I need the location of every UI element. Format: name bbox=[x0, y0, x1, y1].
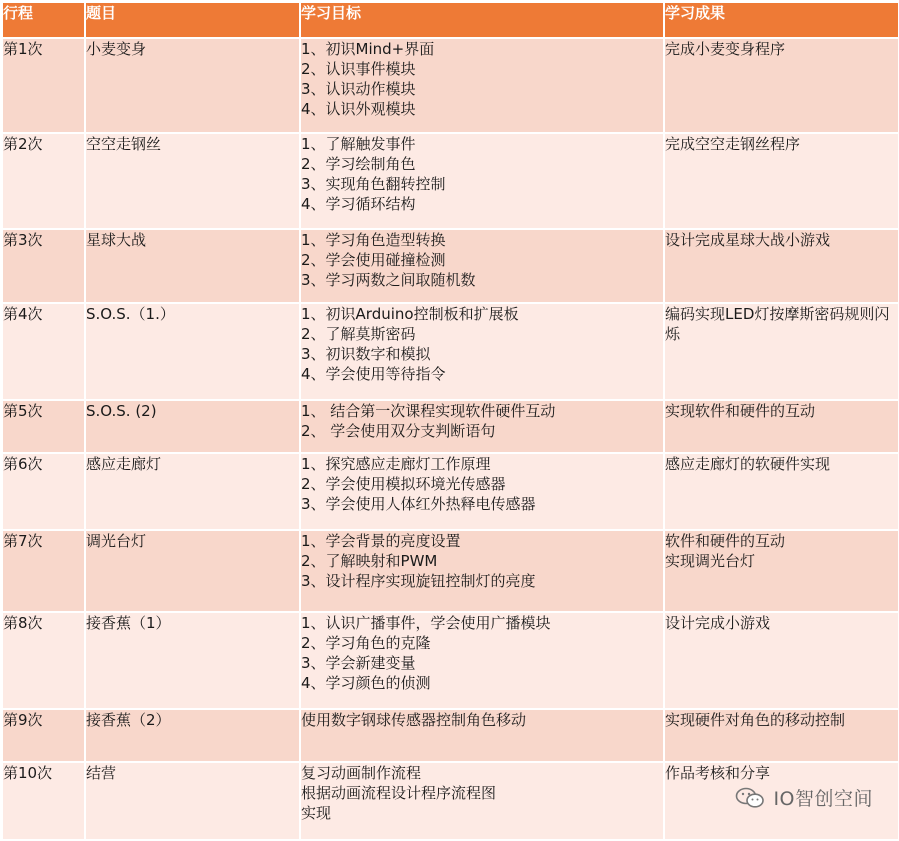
outcome-cell: 完成空空走钢丝程序 bbox=[664, 133, 899, 229]
goal-line: 2、了解莫斯密码 bbox=[301, 325, 416, 343]
session-cell: 第4次 bbox=[2, 303, 85, 400]
header-topic: 题目 bbox=[85, 2, 300, 38]
goal-line: 1、了解触发事件 bbox=[301, 135, 416, 153]
outcome-cell: 设计完成小游戏 bbox=[664, 612, 899, 709]
table-row bbox=[2, 709, 899, 762]
goal-line: 3、初识数字和模拟 bbox=[301, 345, 431, 363]
goal-line: 1、 结合第一次课程实现软件硬件互动 bbox=[301, 402, 556, 420]
goal-line: 3、学会新建变量 bbox=[301, 654, 416, 672]
header-goals: 学习目标 bbox=[300, 2, 664, 38]
topic-cell: S.O.S.（1.） bbox=[85, 303, 300, 400]
topic-cell: 结营 bbox=[85, 762, 300, 840]
goal-line: 4、学会使用等待指令 bbox=[301, 365, 446, 383]
topic-cell: 接香蕉（2） bbox=[85, 709, 300, 762]
session-cell: 第6次 bbox=[2, 453, 85, 530]
table-row bbox=[2, 400, 899, 453]
topic-cell: S.O.S. (2) bbox=[85, 400, 300, 453]
session-cell: 第10次 bbox=[2, 762, 85, 840]
table-row bbox=[2, 303, 899, 400]
goals-cell bbox=[300, 400, 664, 453]
topic-cell: 接香蕉（1） bbox=[85, 612, 300, 709]
header-session: 行程 bbox=[2, 2, 85, 38]
session-cell: 第7次 bbox=[2, 530, 85, 612]
topic-cell: 调光台灯 bbox=[85, 530, 300, 612]
goal-line: 3、学会使用人体红外热释电传感器 bbox=[301, 495, 536, 513]
table-header-row bbox=[2, 2, 899, 38]
table-body bbox=[2, 38, 899, 840]
topic-cell: 星球大战 bbox=[85, 229, 300, 303]
goals-cell bbox=[300, 38, 664, 133]
table-row bbox=[2, 229, 899, 303]
goals-cell bbox=[300, 709, 664, 762]
topic-cell: 小麦变身 bbox=[85, 38, 300, 133]
outcome-cell: 感应走廊灯的软硬件实现 bbox=[664, 453, 899, 530]
outcome-cell: 编码实现LED灯按摩斯密码规则闪烁 bbox=[664, 303, 899, 400]
table-row bbox=[2, 133, 899, 229]
goals-cell bbox=[300, 530, 664, 612]
goal-line: 2、认识事件模块 bbox=[301, 60, 416, 78]
outcome-cell: 软件和硬件的互动 实现调光台灯 bbox=[664, 530, 899, 612]
goal-line: 1、学会背景的亮度设置 bbox=[301, 532, 461, 550]
session-cell: 第9次 bbox=[2, 709, 85, 762]
goal-line: 2、学会使用模拟环境光传感器 bbox=[301, 475, 506, 493]
goals-cell bbox=[300, 612, 664, 709]
goals-cell bbox=[300, 303, 664, 400]
goals-cell bbox=[300, 762, 664, 840]
goal-line: 3、学习两数之间取随机数 bbox=[301, 271, 476, 289]
goal-line: 3、设计程序实现旋钮控制灯的亮度 bbox=[301, 572, 536, 590]
goal-line: 2、 学会使用双分支判断语句 bbox=[301, 422, 496, 440]
outcome-cell: 实现硬件对角色的移动控制 bbox=[664, 709, 899, 762]
goal-line: 4、学习颜色的侦测 bbox=[301, 674, 431, 692]
session-cell: 第5次 bbox=[2, 400, 85, 453]
goal-line: 根据动画流程设计程序流程图 bbox=[301, 784, 497, 802]
header-outcome: 学习成果 bbox=[664, 2, 899, 38]
goal-line: 4、认识外观模块 bbox=[301, 100, 416, 118]
session-cell: 第2次 bbox=[2, 133, 85, 229]
table-row bbox=[2, 38, 899, 133]
goals-cell bbox=[300, 133, 664, 229]
goal-line: 1、探究感应走廊灯工作原理 bbox=[301, 455, 491, 473]
outcome-cell: 完成小麦变身程序 bbox=[664, 38, 899, 133]
goal-line: 实现 bbox=[301, 804, 332, 822]
goal-line: 1、初识Mind+界面 bbox=[301, 40, 435, 58]
goal-line: 复习动画制作流程 bbox=[301, 764, 422, 782]
goal-line: 2、学习角色的克隆 bbox=[301, 634, 431, 652]
goal-line: 1、学习角色造型转换 bbox=[301, 231, 446, 249]
session-cell: 第8次 bbox=[2, 612, 85, 709]
goal-line: 使用数字钢球传感器控制角色移动 bbox=[301, 711, 527, 729]
session-cell: 第3次 bbox=[2, 229, 85, 303]
goal-line: 1、认识广播事件，学会使用广播模块 bbox=[301, 614, 551, 632]
goal-line: 2、学习绘制角色 bbox=[301, 155, 416, 173]
goal-line: 3、认识动作模块 bbox=[301, 80, 416, 98]
outcome-cell: 实现软件和硬件的互动 bbox=[664, 400, 899, 453]
goal-line: 3、实现角色翻转控制 bbox=[301, 175, 446, 193]
watermark bbox=[735, 784, 873, 811]
goal-line: 1、初识Arduino控制板和扩展板 bbox=[301, 305, 519, 323]
course-schedule-table bbox=[1, 1, 899, 841]
table-row bbox=[2, 453, 899, 530]
table-row bbox=[2, 612, 899, 709]
goal-line: 4、学习循环结构 bbox=[301, 195, 416, 213]
session-cell: 第1次 bbox=[2, 38, 85, 133]
table-row bbox=[2, 530, 899, 612]
goals-cell bbox=[300, 453, 664, 530]
topic-cell: 空空走钢丝 bbox=[85, 133, 300, 229]
wechat-icon bbox=[735, 787, 765, 809]
goal-line: 2、学会使用碰撞检测 bbox=[301, 251, 446, 269]
goals-cell bbox=[300, 229, 664, 303]
outcome-cell: 设计完成星球大战小游戏 bbox=[664, 229, 899, 303]
watermark-text: IO智创空间 bbox=[773, 788, 873, 810]
topic-cell: 感应走廊灯 bbox=[85, 453, 300, 530]
outcome-cell: 作品考核和分享 bbox=[664, 762, 899, 840]
goal-line: 2、了解映射和PWM bbox=[301, 552, 438, 570]
